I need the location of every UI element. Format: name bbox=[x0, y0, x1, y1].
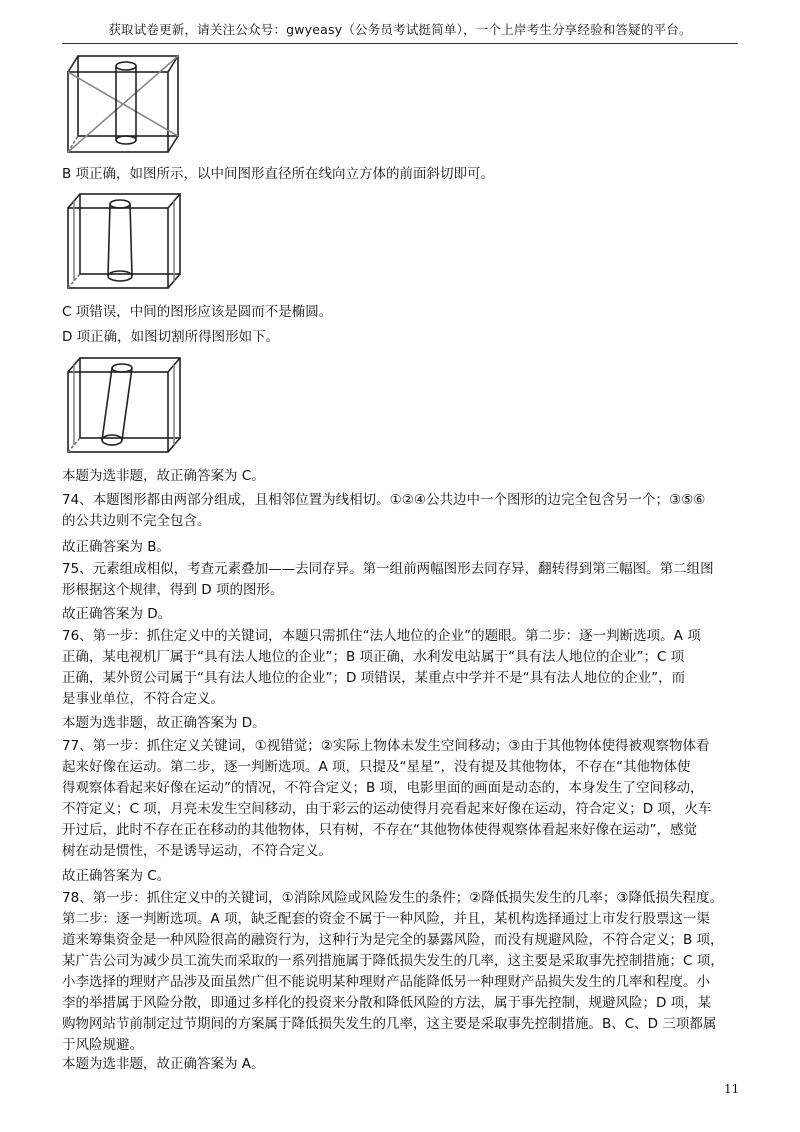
page-header: 获取试卷更新，请关注公众号：gwyeasy（公务员考试挺简单），一个上岸考生分享经验和答疑的平台。 bbox=[108, 22, 692, 37]
q74-paragraph bbox=[62, 490, 742, 532]
q76-line: 正确，某外贸公司属于“具有法人地位的企业”；D 项错误，某重点中学并不是“具有法人地位的企业”，而 bbox=[62, 670, 686, 686]
q75-line: 75、元素组成相似，考查元素叠加——去同存异。第一组前两幅图形去同存异，翻转得到第三幅图。第二组图 bbox=[62, 561, 714, 577]
q73-answer: 本题为选非题，故正确答案为 C。 bbox=[62, 468, 265, 484]
q78-line: 道来筹集资金是一种风险很高的融资行为，这种行为是完全的暴露风险，而没有规避风险，不符合定义；B 项， bbox=[62, 932, 724, 948]
c-explanation: C 项错误，中间的图形应该是圆而不是椭圆。 bbox=[62, 304, 333, 320]
cube-drawing bbox=[62, 352, 186, 458]
q77-line: 得观察体看起来好像在运动”的情况，不符合定义；B 项，电影里面的画面是动态的，本身发生了空间移动， bbox=[62, 780, 704, 796]
q76-line: 是事业单位，不符合定义。 bbox=[62, 691, 224, 707]
q76-line: 正确，某电视机厂属于“具有法人地位的企业”；B 项正确，水利发电站属于“具有法人地位的企业”；C 项 bbox=[62, 649, 685, 665]
q78-line: 小李选择的理财产品涉及面虽然广但不能说明某种理财产品能降低另一种理财产品损失发生的几率和程度。小 bbox=[62, 974, 710, 990]
b-explanation: B 项正确，如图所示，以中间图形直径所在线向立方体的前面斜切即可。 bbox=[62, 166, 495, 182]
q75-line: 形根据这个规律，得到 D 项的图形。 bbox=[62, 582, 284, 598]
q77-line: 不符定义；C 项，月亮未发生空间移动，由于彩云的运动使得月亮看起来好像在运动，符合定义；D 项，火车 bbox=[62, 801, 712, 817]
q76-answer: 本题为选非题，故正确答案为 D。 bbox=[62, 715, 266, 731]
cube-figure-d bbox=[62, 352, 186, 458]
q78-line: 购物网站节前制定过节期间的方案属于降低损失发生的几率，这主要是采取事先控制措施。B、C、D 三项都属 bbox=[62, 1016, 717, 1032]
q77-line: 树在动是惯性，不是诱导运动，不符合定义。 bbox=[62, 843, 332, 859]
page-number: 11 bbox=[724, 1082, 740, 1096]
d-explanation: D 项正确，如图切割所得图形如下。 bbox=[62, 329, 280, 345]
q76-line: 76、第一步：抓住定义中的关键词，本题只需抓住“法人地位的企业”的题眼。第二步：逐一判断选项。A 项 bbox=[62, 628, 701, 644]
cube-drawing bbox=[62, 188, 186, 294]
cube-drawing bbox=[62, 50, 186, 156]
cube-figure-b bbox=[62, 188, 186, 294]
q78-line: 78、第一步：抓住定义中的关键词，①消除风险或风险发生的条件；②降低损失发生的几率；③降低损失程度。 bbox=[62, 890, 723, 906]
q77-line: 开过后，此时不存在正在移动的其他物体，只有树，不存在“其他物体使得观察体看起来好像在运动”，感觉 bbox=[62, 822, 697, 838]
q77-answer: 故正确答案为 C。 bbox=[62, 868, 171, 884]
q78-answer: 本题为选非题，故正确答案为 A。 bbox=[62, 1056, 265, 1072]
q74-answer: 故正确答案为 B。 bbox=[62, 539, 171, 555]
q74-line: 74、本题图形都由两部分组成，且相邻位置为线相切。①②④公共边中一个图形的边完全包含另一个；③⑤⑥ bbox=[62, 492, 706, 508]
q77-paragraph bbox=[62, 736, 742, 862]
cube-figure-a bbox=[62, 50, 186, 156]
q75-answer: 故正确答案为 D。 bbox=[62, 606, 172, 622]
q77-line: 77、第一步：抓住定义关键词，①视错觉；②实际上物体未发生空间移动；③由于其他物体使得被观察物体看 bbox=[62, 738, 710, 754]
q75-paragraph bbox=[62, 559, 742, 601]
header-rule bbox=[62, 43, 738, 44]
q77-line: 起来好像在运动。第二步，逐一判断选项。A 项，只提及“星星”，没有提及其他物体，不存在“其他物体使 bbox=[62, 759, 691, 775]
q78-line: 于风险规避。 bbox=[62, 1037, 143, 1053]
q74-line: 的公共边则不完全包含。 bbox=[62, 513, 211, 529]
q78-paragraph bbox=[62, 888, 742, 1056]
q78-line: 某广告公司为减少员工流失而采取的一系列措施属于降低损失发生的几率，这主要是采取事先控制措施；C 项， bbox=[62, 953, 724, 969]
q78-line: 李的举措属于风险分散，即通过多样化的投资来分散和降低风险的方法，属于事先控制，规避风险；D 项，某 bbox=[62, 995, 712, 1011]
q78-line: 第二步：逐一判断选项。A 项，缺乏配套的资金不属于一种风险，并且，某机构选择通过上市发行股票这一渠 bbox=[62, 911, 711, 927]
q76-paragraph bbox=[62, 626, 742, 710]
